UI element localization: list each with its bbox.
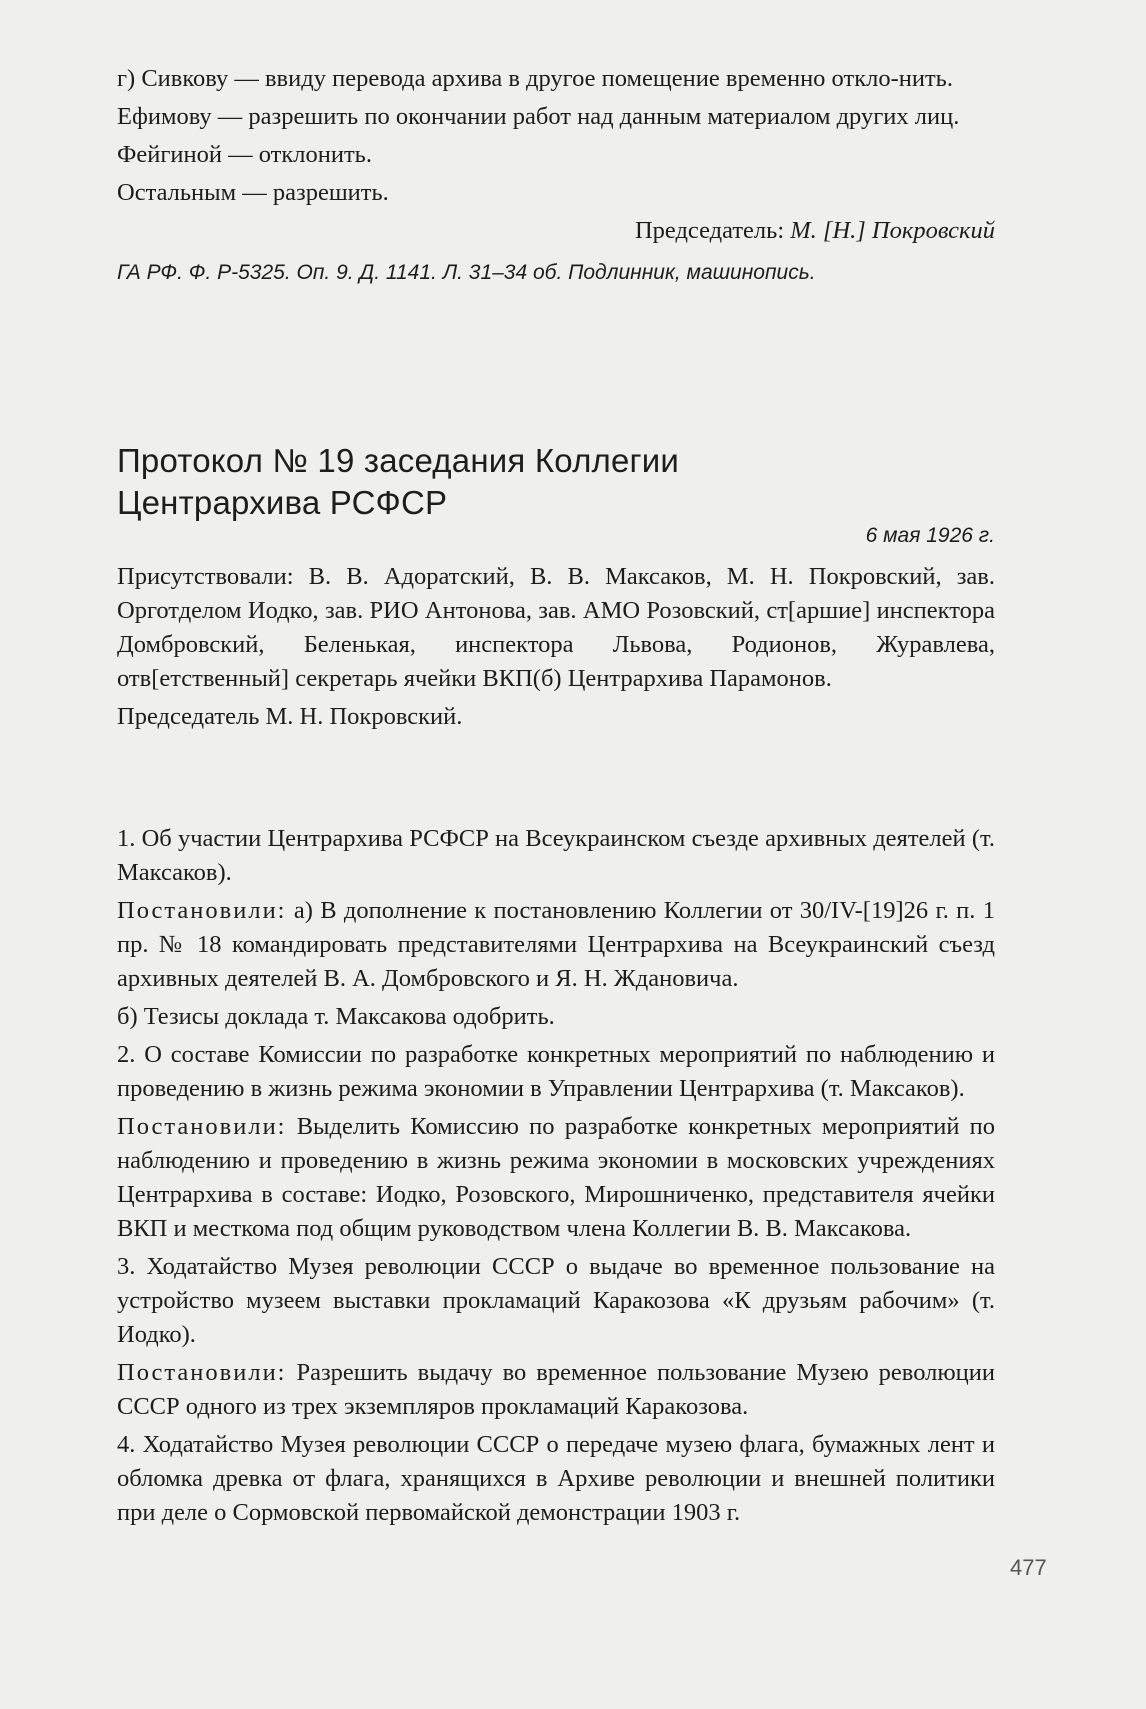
item-1-question: 1. Об участии Центрархива РСФСР на Всеукраинском съезде архивных деятелей (т. Максаков). [117, 825, 995, 886]
top-section [117, 62, 995, 288]
item-2-question: 2. О составе Комиссии по разработке конкретных мероприятий по наблюдению и проведению в жизнь режима экономии в Управлении Центрархива (т. Максаков). [117, 1041, 995, 1102]
resolved-label: Постановили: [117, 1359, 287, 1386]
protocol-chair: Председатель М. Н. Покровский. [117, 703, 463, 730]
resolved-label: Постановили: [117, 897, 287, 924]
item-1-resolution-a [117, 894, 995, 996]
source-citation: ГА РФ. Ф. Р-5325. Оп. 9. Д. 1141. Л. 31–34 об. Подлинник, машинопись. [117, 261, 816, 284]
paragraph-feigina: Фейгиной — отклонить. [117, 141, 372, 168]
item-2-a-text: Выделить Комиссию по разработке конкретных мероприятий по наблюдению и проведению в жизнь режима экономии в московских учреждениях Центрархива в составе: Иодко, Розовского, Мирошниченко, представителя ячейки ВКП и месткома под общим руководством члена Коллегии В. В. Максакова. [117, 1113, 995, 1242]
item-1-resolution-b: б) Тезисы доклада т. Максакова одобрить. [117, 1003, 555, 1030]
page-number: 477 [1010, 1555, 1047, 1580]
protocol-title-line1: Протокол № 19 заседания Коллегии [117, 442, 680, 479]
paragraph-sivkov: г) Сивкову — ввиду перевода архива в другое помещение временно откло-нить. [117, 65, 953, 92]
paragraph-efimov: Ефимову — разрешить по окончании работ над данным материалом других лиц. [117, 103, 960, 130]
item-3-question: 3. Ходатайство Музея революции СССР о выдаче во временное пользование на устройство музеем выставки прокламаций Каракозова «К друзьям рабочим» (т. Иодко). [117, 1253, 995, 1348]
item-2-resolution [117, 1110, 995, 1246]
chair-name: М. [Н.] Покровский [790, 217, 995, 244]
protocol-date: 6 мая 1926 г. [865, 524, 995, 547]
chair-signature [117, 214, 995, 248]
protocol-title-line2: Центрархива РСФСР [117, 484, 448, 521]
agenda-items [117, 822, 995, 1534]
protocol-header [117, 440, 995, 738]
item-3-a-text: Разрешить выдачу во временное пользование Музею революции СССР одного из трех экземпляров прокламаций Каракозова. [117, 1359, 995, 1420]
resolved-label: Постановили: [117, 1113, 287, 1140]
paragraph-others: Остальным — разрешить. [117, 179, 389, 206]
chair-label: Председатель: [634, 217, 791, 244]
item-4-question: 4. Ходатайство Музея революции СССР о передаче музею флага, бумажных лент и обломка древка от флага, хранящихся в Архиве революции и внешней политики при деле о Сормовской первомайской демонстрации 1903 г. [117, 1431, 995, 1526]
item-1-a-text: а) В дополнение к постановлению Коллегии от 30/IV-[19]26 г. п. 1 пр. № 18 командировать представителями Центрархива на Всеукраинский съезд архивных деятелей В. А. Домбровского и Я. Н. Ждановича. [117, 897, 995, 992]
item-3-resolution [117, 1356, 995, 1424]
attendees: Присутствовали: В. В. Адоратский, В. В. Максаков, М. Н. Покровский, зав. Орготделом Иодко, зав. РИО Антонова, зав. АМО Розовский, ст[аршие] инспектора Домбровский, Беленькая, инспектора Львова, Родионов, Журавлева, отв[етственный] секретарь ячейки ВКП(б) Центрархива Парамонов. [117, 563, 995, 692]
